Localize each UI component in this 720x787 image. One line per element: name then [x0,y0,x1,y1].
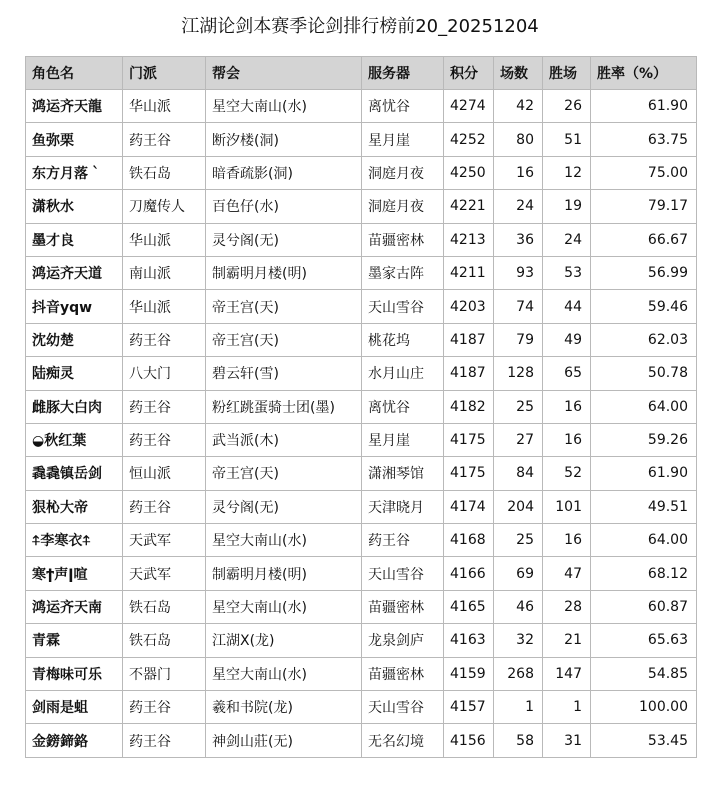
cell-score: 4274 [444,90,494,123]
cell-matches: 74 [494,290,543,323]
cell-guild: 星空大南山(水) [206,90,362,123]
cell-win-rate: 59.46 [591,290,697,323]
header-guild: 帮会 [206,57,362,90]
cell-role-name: ⍏李寒衣⍏ [26,524,123,557]
cell-server: 天山雪谷 [362,557,444,590]
header-sect: 门派 [123,57,206,90]
cell-win-rate: 56.99 [591,256,697,289]
page-title: 江湖论剑本赛季论剑排行榜前20_20251204 [181,16,539,37]
cell-guild: 帝王宫(天) [206,457,362,490]
cell-wins: 16 [543,423,591,456]
cell-sect: 天武军 [123,524,206,557]
cell-score: 4166 [444,557,494,590]
table-row [26,457,697,490]
cell-wins: 47 [543,557,591,590]
cell-win-rate: 54.85 [591,657,697,690]
cell-wins: 19 [543,190,591,223]
cell-guild: 暗香疏影(洞) [206,156,362,189]
cell-sect: 八大门 [123,357,206,390]
header-win-rate: 胜率（%） [591,57,697,90]
cell-win-rate: 63.75 [591,123,697,156]
cell-guild: 百色仔(水) [206,190,362,223]
cell-role-name: 毳毳镇岳剑 [26,457,123,490]
cell-matches: 80 [494,123,543,156]
cell-server: 潇湘琴馆 [362,457,444,490]
table-row [26,691,697,724]
cell-score: 4252 [444,123,494,156]
cell-sect: 药王谷 [123,323,206,356]
header-row [26,57,697,90]
cell-win-rate: 66.67 [591,223,697,256]
table-row [26,557,697,590]
table-row [26,90,697,123]
cell-score: 4203 [444,290,494,323]
table-row [26,524,697,557]
cell-win-rate: 49.51 [591,490,697,523]
cell-server: 墨家古阵 [362,256,444,289]
cell-role-name: ◒秋红葉 [26,423,123,456]
table-row [26,657,697,690]
cell-guild: 星空大南山(水) [206,524,362,557]
cell-win-rate: 65.63 [591,624,697,657]
cell-role-name: 东方月落｀ [26,156,123,189]
cell-guild: 武当派(木) [206,423,362,456]
cell-wins: 49 [543,323,591,356]
cell-win-rate: 75.00 [591,156,697,189]
table-row [26,290,697,323]
cell-score: 4157 [444,691,494,724]
cell-server: 洞庭月夜 [362,156,444,189]
cell-guild: 神剑山莊(无) [206,724,362,757]
cell-wins: 52 [543,457,591,490]
cell-score: 4175 [444,457,494,490]
cell-sect: 药王谷 [123,390,206,423]
cell-win-rate: 59.26 [591,423,697,456]
cell-guild: 灵兮阁(无) [206,490,362,523]
cell-win-rate: 53.45 [591,724,697,757]
cell-role-name: 狠杺大帝 [26,490,123,523]
cell-win-rate: 50.78 [591,357,697,390]
cell-matches: 16 [494,156,543,189]
cell-wins: 1 [543,691,591,724]
cell-server: 离忧谷 [362,90,444,123]
cell-win-rate: 64.00 [591,390,697,423]
cell-role-name: 金鎊鍗鉻 [26,724,123,757]
ranking-table-body [26,90,697,758]
cell-wins: 31 [543,724,591,757]
cell-role-name: 鱼弥栗 [26,123,123,156]
table-row [26,123,697,156]
cell-sect: 刀魔传人 [123,190,206,223]
cell-guild: 制霸明月楼(明) [206,557,362,590]
cell-sect: 铁石岛 [123,156,206,189]
cell-role-name: 陆痴灵 [26,357,123,390]
cell-matches: 79 [494,323,543,356]
cell-score: 4175 [444,423,494,456]
table-row [26,390,697,423]
cell-matches: 268 [494,657,543,690]
cell-server: 无名幻境 [362,724,444,757]
cell-server: 离忧谷 [362,390,444,423]
cell-score: 4163 [444,624,494,657]
cell-sect: 南山派 [123,256,206,289]
cell-guild: 羲和书院(龙) [206,691,362,724]
cell-matches: 69 [494,557,543,590]
cell-score: 4159 [444,657,494,690]
cell-role-name: 墨才良 [26,223,123,256]
cell-role-name: 剑雨是蛆 [26,691,123,724]
cell-sect: 华山派 [123,90,206,123]
cell-win-rate: 60.87 [591,590,697,623]
cell-role-name: 寒ϯ声ǀ喧 [26,557,123,590]
cell-sect: 药王谷 [123,123,206,156]
cell-matches: 25 [494,524,543,557]
cell-wins: 24 [543,223,591,256]
cell-matches: 42 [494,90,543,123]
cell-server: 星月崖 [362,423,444,456]
cell-role-name: 鸿运齐天龍 [26,90,123,123]
cell-guild: 碧云轩(雪) [206,357,362,390]
cell-role-name: 青梅味可乐 [26,657,123,690]
cell-wins: 53 [543,256,591,289]
table-row [26,357,697,390]
cell-matches: 25 [494,390,543,423]
cell-win-rate: 79.17 [591,190,697,223]
table-row [26,590,697,623]
cell-sect: 恒山派 [123,457,206,490]
cell-wins: 65 [543,357,591,390]
cell-matches: 32 [494,624,543,657]
cell-sect: 药王谷 [123,724,206,757]
cell-score: 4250 [444,156,494,189]
cell-matches: 24 [494,190,543,223]
table-row [26,323,697,356]
cell-sect: 铁石岛 [123,590,206,623]
cell-matches: 58 [494,724,543,757]
cell-role-name: 抖音yqw [26,290,123,323]
cell-guild: 制霸明月楼(明) [206,256,362,289]
cell-server: 天山雪谷 [362,290,444,323]
cell-score: 4221 [444,190,494,223]
cell-score: 4187 [444,323,494,356]
cell-guild: 帝王宫(天) [206,290,362,323]
cell-sect: 药王谷 [123,423,206,456]
cell-wins: 51 [543,123,591,156]
cell-sect: 华山派 [123,223,206,256]
cell-matches: 128 [494,357,543,390]
cell-guild: 星空大南山(水) [206,590,362,623]
header-role-name: 角色名 [26,57,123,90]
cell-matches: 27 [494,423,543,456]
cell-wins: 147 [543,657,591,690]
cell-server: 苗疆密林 [362,590,444,623]
cell-guild: 星空大南山(水) [206,657,362,690]
cell-server: 药王谷 [362,524,444,557]
cell-score: 4165 [444,590,494,623]
cell-guild: 粉红跳蛋骑士团(墨) [206,390,362,423]
cell-wins: 28 [543,590,591,623]
cell-sect: 铁石岛 [123,624,206,657]
cell-matches: 84 [494,457,543,490]
cell-matches: 204 [494,490,543,523]
cell-server: 洞庭月夜 [362,190,444,223]
cell-matches: 93 [494,256,543,289]
header-score: 积分 [444,57,494,90]
table-row [26,624,697,657]
cell-role-name: 青霖 [26,624,123,657]
cell-guild: 帝王宫(天) [206,323,362,356]
cell-server: 桃花坞 [362,323,444,356]
cell-wins: 12 [543,156,591,189]
cell-matches: 46 [494,590,543,623]
cell-server: 苗疆密林 [362,223,444,256]
cell-role-name: 潇秋水 [26,190,123,223]
table-row [26,256,697,289]
cell-guild: 灵兮阁(无) [206,223,362,256]
cell-matches: 1 [494,691,543,724]
ranking-table [25,56,697,758]
cell-wins: 21 [543,624,591,657]
cell-wins: 101 [543,490,591,523]
cell-sect: 不器门 [123,657,206,690]
cell-win-rate: 61.90 [591,90,697,123]
cell-score: 4211 [444,256,494,289]
header-matches: 场数 [494,57,543,90]
table-row [26,223,697,256]
table-row [26,490,697,523]
cell-server: 天津晓月 [362,490,444,523]
cell-guild: 江湖X(龙) [206,624,362,657]
header-server: 服务器 [362,57,444,90]
cell-sect: 药王谷 [123,691,206,724]
cell-server: 水月山庄 [362,357,444,390]
cell-sect: 天武军 [123,557,206,590]
cell-role-name: 鸿运齐天道 [26,256,123,289]
cell-wins: 16 [543,524,591,557]
cell-server: 天山雪谷 [362,691,444,724]
table-row [26,190,697,223]
cell-matches: 36 [494,223,543,256]
cell-win-rate: 61.90 [591,457,697,490]
cell-server: 苗疆密林 [362,657,444,690]
cell-server: 龙泉剑庐 [362,624,444,657]
cell-win-rate: 100.00 [591,691,697,724]
cell-score: 4174 [444,490,494,523]
table-row [26,156,697,189]
cell-win-rate: 64.00 [591,524,697,557]
cell-wins: 44 [543,290,591,323]
cell-score: 4168 [444,524,494,557]
cell-wins: 26 [543,90,591,123]
cell-score: 4187 [444,357,494,390]
cell-sect: 华山派 [123,290,206,323]
cell-score: 4213 [444,223,494,256]
cell-win-rate: 62.03 [591,323,697,356]
cell-role-name: 沈幼楚 [26,323,123,356]
cell-score: 4182 [444,390,494,423]
cell-win-rate: 68.12 [591,557,697,590]
cell-role-name: 鸿运齐天南 [26,590,123,623]
cell-role-name: 雌豚大白肉 [26,390,123,423]
cell-sect: 药王谷 [123,490,206,523]
cell-score: 4156 [444,724,494,757]
cell-wins: 16 [543,390,591,423]
cell-guild: 断汐楼(洞) [206,123,362,156]
header-wins: 胜场 [543,57,591,90]
cell-server: 星月崖 [362,123,444,156]
table-row [26,724,697,757]
table-row [26,423,697,456]
